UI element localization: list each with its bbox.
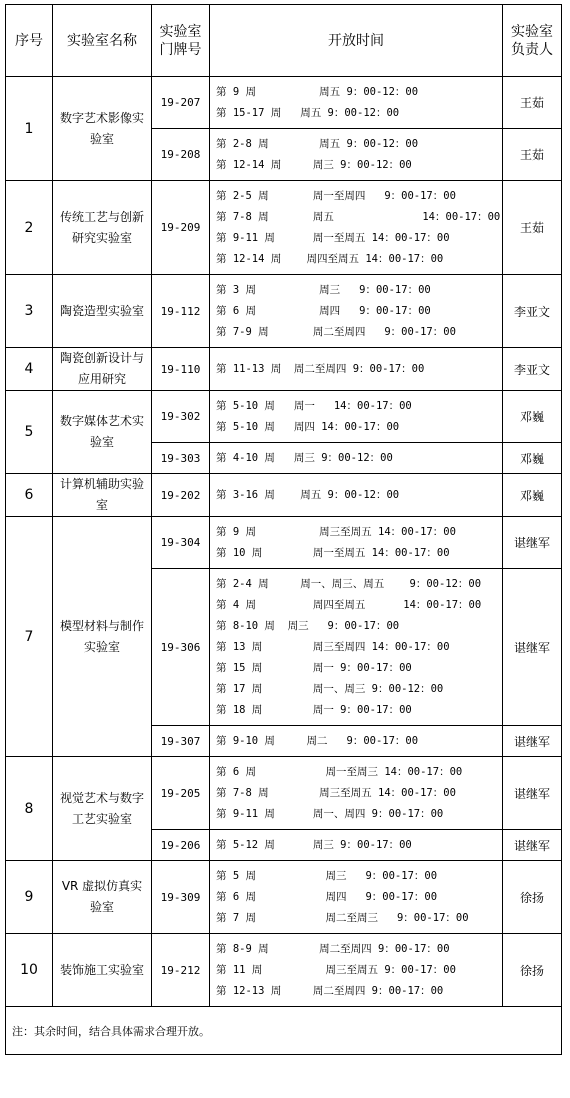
open-time-cell: [210, 77, 503, 129]
open-time-cell: [210, 443, 503, 474]
lab-seq: 8: [6, 757, 53, 861]
person-in-charge: 谌继军: [503, 757, 562, 830]
open-time-line: 第 9 周 周五 9：00-12：00: [216, 85, 419, 98]
open-time-cell: [210, 129, 503, 181]
table-row: [6, 517, 562, 569]
header-lab-name: 实验室名称: [53, 5, 152, 77]
open-time-line: 第 12-14 周 周三 9：00-12：00: [216, 158, 412, 171]
open-time-line: 第 9-11 周 周一、周四 9：00-17：00: [216, 807, 444, 820]
lab-name: 陶瓷创新设计与应用研究: [53, 348, 152, 391]
lab-name: 陶瓷造型实验室: [53, 275, 152, 348]
lab-schedule-table: [5, 4, 562, 1055]
open-time-line: 第 5-10 周 周四 14：00-17：00: [216, 420, 400, 433]
open-time-line: 第 12-13 周 周二至周四 9：00-17：00: [216, 984, 444, 997]
open-time-cell: [210, 181, 503, 275]
header-person-in-charge: 实验室负责人: [503, 5, 562, 77]
lab-name: 计算机辅助实验室: [53, 474, 152, 517]
lab-seq: 2: [6, 181, 53, 275]
room-number: 19-202: [152, 474, 210, 517]
lab-name: 数字艺术影像实验室: [53, 77, 152, 181]
open-time-line: 第 3 周 周三 9：00-17：00: [216, 283, 431, 296]
open-time-cell: [210, 726, 503, 757]
room-number: 19-307: [152, 726, 210, 757]
person-in-charge: 李亚文: [503, 348, 562, 391]
open-time-line: 第 5-12 周 周三 9：00-17：00: [216, 838, 412, 851]
person-in-charge: 谌继军: [503, 726, 562, 757]
open-time-cell: [210, 517, 503, 569]
table-row: [6, 934, 562, 1007]
open-time-line: 第 9-10 周 周二 9：00-17：00: [216, 734, 419, 747]
lab-seq: 3: [6, 275, 53, 348]
open-time-line: 第 13 周 周三至周四 14：00-17：00: [216, 640, 450, 653]
person-in-charge: 李亚文: [503, 275, 562, 348]
person-in-charge: 谌继军: [503, 517, 562, 569]
lab-name: VR 虚拟仿真实验室: [53, 861, 152, 934]
open-time-line: 第 8-9 周 周二至周四 9：00-17：00: [216, 942, 450, 955]
open-time-line: 第 15-17 周 周五 9：00-12：00: [216, 106, 400, 119]
open-time-line: 第 7-8 周 周三至周五 14：00-17：00: [216, 786, 456, 799]
table-note: 注：其余时间，结合具体需求合理开放。: [6, 1007, 562, 1055]
open-time-line: 第 4-10 周 周三 9：00-12：00: [216, 451, 393, 464]
room-number: 19-206: [152, 830, 210, 861]
open-time-cell: [210, 934, 503, 1007]
lab-name: 传统工艺与创新研究实验室: [53, 181, 152, 275]
open-time-cell: [210, 757, 503, 830]
header-room-number: 实验室门牌号: [152, 5, 210, 77]
open-time-cell: [210, 830, 503, 861]
lab-seq: 10: [6, 934, 53, 1007]
open-time-cell: [210, 391, 503, 443]
open-time-line: 第 7-9 周 周二至周四 9：00-17：00: [216, 325, 456, 338]
open-time-line: 第 4 周 周四至周五 14：00-17：00: [216, 598, 482, 611]
room-number: 19-205: [152, 757, 210, 830]
lab-seq: 4: [6, 348, 53, 391]
open-time-line: 第 5 周 周三 9：00-17：00: [216, 869, 438, 882]
open-time-line: 第 8-10 周 周三 9：00-17：00: [216, 619, 400, 632]
table-row: [6, 181, 562, 275]
room-number: 19-110: [152, 348, 210, 391]
room-number: 19-207: [152, 77, 210, 129]
header-seq: 序号: [6, 5, 53, 77]
room-number: 19-112: [152, 275, 210, 348]
lab-name: 模型材料与制作实验室: [53, 517, 152, 757]
open-time-line: 第 2-5 周 周一至周四 9：00-17：00: [216, 189, 456, 202]
open-time-line: 第 3-16 周 周五 9：00-12：00: [216, 488, 400, 501]
table-row: [6, 348, 562, 391]
room-number: 19-306: [152, 569, 210, 726]
open-time-line: 第 12-14 周 周四至周五 14：00-17：00: [216, 252, 444, 265]
header-open-time: 开放时间: [210, 5, 503, 77]
open-time-line: 第 18 周 周一 9：00-17：00: [216, 703, 412, 716]
lab-seq: 9: [6, 861, 53, 934]
person-in-charge: 王茹: [503, 129, 562, 181]
open-time-line: 第 9-11 周 周一至周五 14：00-17：00: [216, 231, 450, 244]
person-in-charge: 谌继军: [503, 569, 562, 726]
table-row: [6, 757, 562, 830]
person-in-charge: 徐扬: [503, 861, 562, 934]
table-row: [6, 391, 562, 443]
open-time-line: 第 9 周 周三至周五 14：00-17：00: [216, 525, 456, 538]
table-header-row: [6, 5, 562, 77]
person-in-charge: 邓巍: [503, 474, 562, 517]
open-time-line: 第 6 周 周四 9：00-17：00: [216, 304, 431, 317]
open-time-line: 第 7 周 周二至周三 9：00-17：00: [216, 911, 469, 924]
lab-name: 视觉艺术与数字工艺实验室: [53, 757, 152, 861]
table-row: [6, 77, 562, 129]
lab-seq: 5: [6, 391, 53, 474]
open-time-cell: [210, 275, 503, 348]
open-time-line: 第 5-10 周 周一 14：00-17：00: [216, 399, 412, 412]
open-time-cell: [210, 348, 503, 391]
person-in-charge: 邓巍: [503, 443, 562, 474]
open-time-line: 第 6 周 周四 9：00-17：00: [216, 890, 438, 903]
person-in-charge: 王茹: [503, 77, 562, 129]
open-time-line: 第 11-13 周 周二至周四 9：00-17：00: [216, 362, 425, 375]
open-time-cell: [210, 474, 503, 517]
table-row: [6, 474, 562, 517]
room-number: 19-309: [152, 861, 210, 934]
person-in-charge: 邓巍: [503, 391, 562, 443]
open-time-line: 第 11 周 周三至周五 9：00-17：00: [216, 963, 456, 976]
table-body: [6, 77, 562, 1007]
open-time-line: 第 2-4 周 周一、周三、周五 9：00-12：00: [216, 577, 482, 590]
note-row: [6, 1007, 562, 1055]
open-time-line: 第 2-8 周 周五 9：00-12：00: [216, 137, 419, 150]
lab-seq: 7: [6, 517, 53, 757]
open-time-cell: [210, 569, 503, 726]
room-number: 19-302: [152, 391, 210, 443]
person-in-charge: 王茹: [503, 181, 562, 275]
table-row: [6, 861, 562, 934]
person-in-charge: 徐扬: [503, 934, 562, 1007]
lab-seq: 6: [6, 474, 53, 517]
room-number: 19-212: [152, 934, 210, 1007]
room-number: 19-208: [152, 129, 210, 181]
open-time-cell: [210, 861, 503, 934]
room-number: 19-304: [152, 517, 210, 569]
open-time-line: 第 15 周 周一 9：00-17：00: [216, 661, 412, 674]
lab-name: 数字媒体艺术实验室: [53, 391, 152, 474]
lab-seq: 1: [6, 77, 53, 181]
room-number: 19-209: [152, 181, 210, 275]
open-time-line: 第 10 周 周一至周五 14：00-17：00: [216, 546, 450, 559]
person-in-charge: 谌继军: [503, 830, 562, 861]
open-time-line: 第 17 周 周一、周三 9：00-12：00: [216, 682, 444, 695]
open-time-line: 第 6 周 周一至周三 14：00-17：00: [216, 765, 463, 778]
open-time-line: 第 7-8 周 周五 14：00-17：00: [216, 210, 501, 223]
table-row: [6, 275, 562, 348]
room-number: 19-303: [152, 443, 210, 474]
lab-name: 装饰施工实验室: [53, 934, 152, 1007]
